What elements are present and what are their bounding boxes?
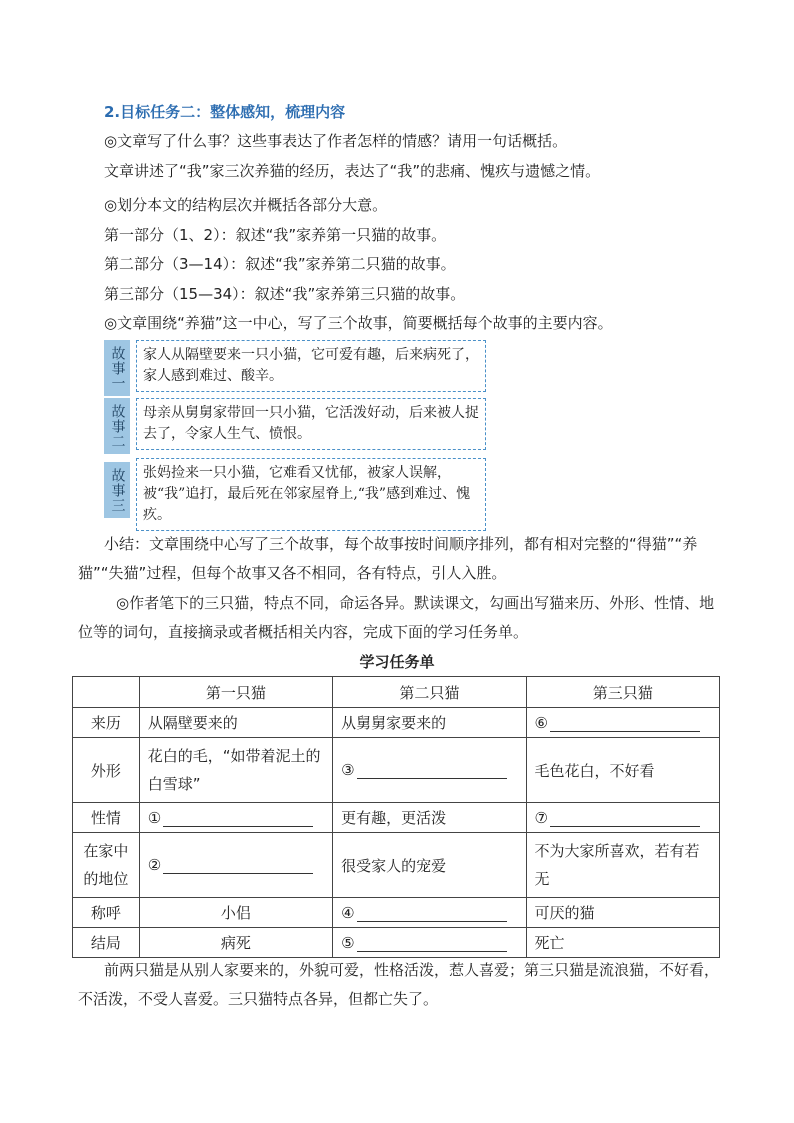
- row-label: 来历: [73, 708, 140, 738]
- story-tag: 故事二: [104, 398, 130, 454]
- table-header-cell: 第二只猫: [333, 677, 526, 708]
- table-cell: [526, 803, 719, 833]
- table-cell: [333, 738, 526, 803]
- story-text: 家人从隔壁要来一只小猫，它可爱有趣，后来病死了，家人感到难过、酸辛。: [136, 340, 486, 392]
- table-header-cell: 第一只猫: [139, 677, 332, 708]
- summary-paragraph: 小结：文章围绕中心写了三个故事，每个故事按时间顺序排列，都有相对完整的“得猫”“养猫”“失猫”过程，但每个故事又各不相同，各有特点，引人入胜。: [78, 535, 698, 582]
- table-cell: [333, 898, 526, 928]
- blank-line: [357, 905, 507, 922]
- blank-number: ⑤: [341, 933, 355, 952]
- question-line: ◎文章围绕“养猫”这一中心，写了三个故事，简要概括每个故事的主要内容。: [104, 314, 613, 332]
- table-row: [73, 738, 720, 803]
- table-cell: 病死: [139, 928, 332, 958]
- task-table: [72, 676, 720, 958]
- table-cell: 毛色花白，不好看: [526, 738, 719, 803]
- answer-line: 文章讲述了“我”家三次养猫的经历，表达了“我”的悲痛、愧疚与遗憾之情。: [104, 162, 601, 180]
- blank-number: ②: [147, 856, 162, 874]
- table-header-row: [73, 677, 720, 708]
- blank-line: [357, 935, 507, 952]
- row-label: 结局: [73, 928, 140, 958]
- row-label: 称呼: [73, 898, 140, 928]
- blank-line: [550, 810, 700, 827]
- table-cell: 死亡: [526, 928, 719, 958]
- table-cell: 小侣: [139, 898, 332, 928]
- table-cell: 花白的毛，“如带着泥土的白雪球”: [139, 738, 332, 803]
- story-tag: 故事三: [104, 462, 130, 518]
- blank-number: ③: [341, 761, 355, 779]
- question-line: ◎文章写了什么事？这些事表达了作者怎样的情感？请用一句话概括。: [104, 132, 568, 150]
- blank-line: [357, 762, 507, 779]
- blank-number: ⑥: [534, 713, 548, 732]
- table-cell: 可厌的猫: [526, 898, 719, 928]
- table-row: [73, 708, 720, 738]
- conclusion-paragraph: 前两只猫是从别人家要来的，外貌可爱，性格活泼，惹人喜爱；第三只猫是流浪猫，不好看，不活泼，不受人喜爱。三只猫特点各异，但都亡失了。: [78, 961, 720, 1008]
- table-header-cell: 第三只猫: [526, 677, 719, 708]
- part-line: 第三部分（15—34）：叙述“我”家养第三只猫的故事。: [104, 285, 466, 303]
- table-row: [73, 898, 720, 928]
- part-line: 第一部分（1、2）：叙述“我”家养第一只猫的故事。: [104, 226, 447, 244]
- story-block: [104, 340, 479, 396]
- question-line: ◎划分本文的结构层次并概括各部分大意。: [104, 196, 388, 214]
- row-label: 在家中的地位: [73, 833, 140, 898]
- table-row: [73, 928, 720, 958]
- blank-line: [163, 810, 313, 827]
- table-header-cell: [73, 677, 140, 708]
- table-cell: [139, 803, 332, 833]
- table-title: 学习任务单: [359, 653, 435, 671]
- task-intro-paragraph: ◎作者笔下的三只猫，特点不同，命运各异。默读课文，勾画出写猫来历、外形、性情、地位等的词句，直接摘录或者概括相关内容，完成下面的学习任务单。: [78, 594, 715, 641]
- blank-number: ①: [147, 808, 162, 827]
- table-cell: [526, 708, 719, 738]
- story-text: 母亲从舅舅家带回一只小猫，它活泼好动，后来被人捉去了，令家人生气、愤恨。: [136, 398, 486, 450]
- table-row: [73, 833, 720, 898]
- table-cell: [139, 833, 332, 898]
- table-cell: 更有趣，更活泼: [333, 803, 526, 833]
- story-block: [104, 398, 479, 454]
- blank-line: [163, 857, 313, 874]
- row-label: 性情: [73, 803, 140, 833]
- story-tag: 故事一: [104, 340, 130, 396]
- table-cell: [333, 928, 526, 958]
- part-line: 第二部分（3—14）：叙述“我”家养第二只猫的故事。: [104, 255, 456, 273]
- story-text: 张妈捡来一只小猫，它难看又忧郁，被家人误解，被“我”追打，最后死在邻家屋脊上,“我”感到难过、愧疚。: [136, 458, 486, 531]
- table-cell: 不为大家所喜欢，若有若无: [526, 833, 719, 898]
- table-row: [73, 803, 720, 833]
- row-label: 外形: [73, 738, 140, 803]
- table-cell: 从舅舅家要来的: [333, 708, 526, 738]
- story-block: [104, 462, 476, 523]
- blank-number: ⑦: [534, 808, 548, 827]
- section-heading: 2.目标任务二：整体感知，梳理内容: [104, 103, 346, 121]
- blank-number: ④: [341, 903, 355, 922]
- table-cell: 从隔壁要来的: [139, 708, 332, 738]
- blank-line: [550, 715, 700, 732]
- table-cell: 很受家人的宠爱: [333, 833, 526, 898]
